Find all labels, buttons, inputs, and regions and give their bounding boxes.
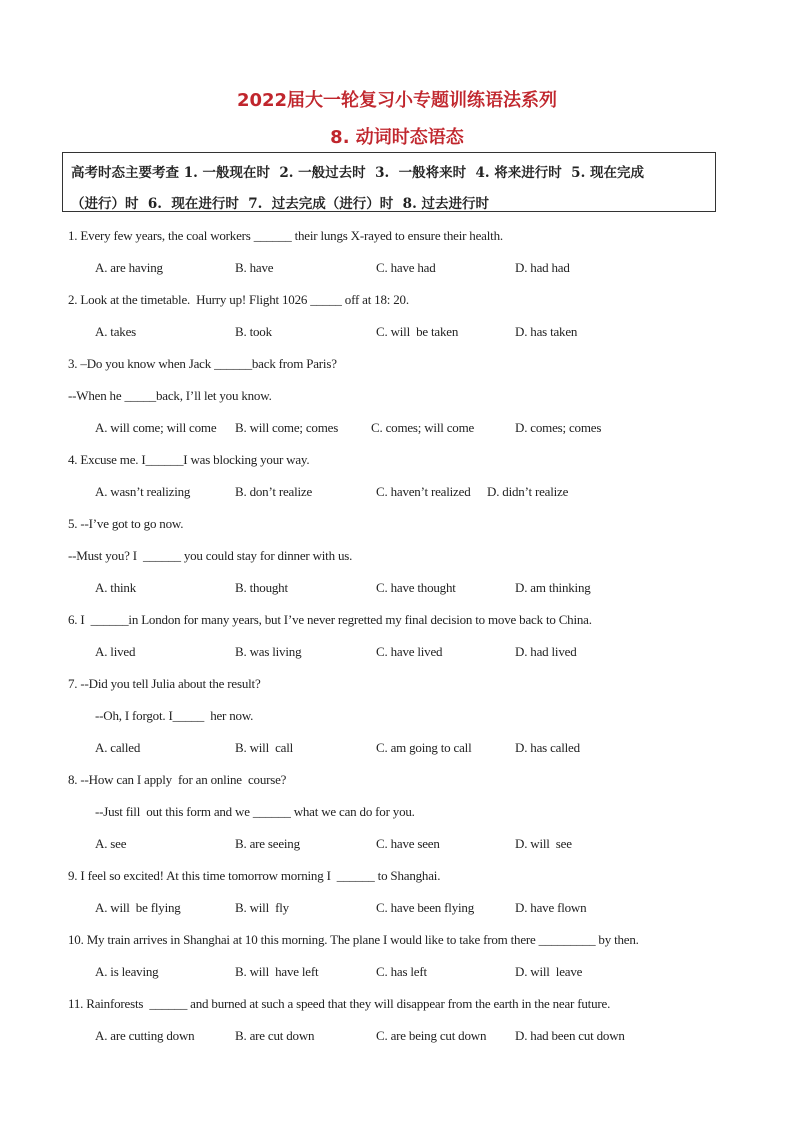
question-6-option-a: A. lived (95, 644, 136, 659)
question-6-option-c: C. have lived (376, 644, 443, 659)
question-6-stem: 6. I ______in London for many years, but I’ve never regretted my final decision to move back to China. (68, 612, 592, 627)
question-8-option-a: A. see (95, 836, 127, 851)
question-10-option-d: D. will leave (515, 964, 583, 979)
question-3-option-b: B. will come; comes (235, 420, 339, 435)
question-4-option-c: C. haven’t realized (376, 484, 471, 499)
question-5-option-a: A. think (95, 580, 137, 595)
question-8-stem-line-2: --Just fill out this form and we ______ what we can do for you. (95, 804, 415, 819)
question-3-option-a: A. will come; will come (95, 420, 217, 435)
question-9-option-d: D. have flown (515, 900, 587, 915)
question-1-stem: 1. Every few years, the coal workers ______ their lungs X-rayed to ensure their health. (68, 228, 503, 243)
question-4-stem: 4. Excuse me. I______I was blocking your way. (68, 452, 310, 467)
question-3-stem: 3. –Do you know when Jack ______back from Paris? (68, 356, 337, 371)
question-4-option-b: B. don’t realize (235, 484, 313, 499)
question-8-stem: 8. --How can I apply for an online course? (68, 772, 287, 787)
question-11-option-d: D. had been cut down (515, 1028, 625, 1043)
question-11-stem: 11. Rainforests ______ and burned at such a speed that they will disappear from the earth in the near future. (68, 996, 611, 1011)
question-10-option-b: B. will have left (235, 964, 319, 979)
question-9-option-a: A. will be flying (95, 900, 181, 915)
question-2-stem: 2. Look at the timetable. Hurry up! Flight 1026 _____ off at 18: 20. (68, 292, 409, 307)
question-11-option-a: A. are cutting down (95, 1028, 195, 1043)
question-2-option-c: C. will be taken (376, 324, 459, 339)
question-1-option-d: D. had had (515, 260, 570, 275)
question-10-stem: 10. My train arrives in Shanghai at 10 this morning. The plane I would like to take from there _________ by then. (68, 932, 639, 947)
question-7-option-b: B. will call (235, 740, 294, 755)
question-8-option-d: D. will see (515, 836, 572, 851)
question-7-stem: 7. --Did you tell Julia about the result? (68, 676, 261, 691)
question-8-option-b: B. are seeing (235, 836, 300, 851)
question-5-stem: 5. --I’ve got to go now. (68, 516, 184, 531)
question-1-option-a: A. are having (95, 260, 163, 275)
question-9-option-b: B. will fly (235, 900, 289, 915)
question-2-option-b: B. took (235, 324, 272, 339)
question-5-option-b: B. thought (235, 580, 288, 595)
question-9-option-c: C. have been flying (376, 900, 475, 915)
question-3-option-d: D. comes; comes (515, 420, 602, 435)
question-7-option-c: C. am going to call (376, 740, 472, 755)
question-3-stem-line-2: --When he _____back, I’ll let you know. (68, 388, 272, 403)
question-10-option-a: A. is leaving (95, 964, 159, 979)
question-2-option-d: D. has taken (515, 324, 578, 339)
question-5-option-c: C. have thought (376, 580, 456, 595)
question-6-option-d: D. had lived (515, 644, 577, 659)
question-1-option-c: C. have had (376, 260, 436, 275)
summary-line-1: 高考时态主要考查 1. 一般现在时 2. 一般过去时 3. 一般将来时 4. 将来进行时 5. 现在完成 (71, 165, 644, 181)
question-5-stem-line-2: --Must you? I ______ you could stay for dinner with us. (68, 548, 353, 563)
question-6-option-b: B. was living (235, 644, 302, 659)
question-2-option-a: A. takes (95, 324, 136, 339)
question-4-option-d: D. didn’t realize (487, 484, 569, 499)
question-4-option-a: A. wasn’t realizing (95, 484, 191, 499)
question-8-option-c: C. have seen (376, 836, 440, 851)
document-title: 2022届大一轮复习小专题训练语法系列 (236, 90, 558, 111)
question-11-option-b: B. are cut down (235, 1028, 315, 1043)
document-subtitle: 8. 动词时态语态 (330, 127, 464, 148)
question-7-stem-line-2: --Oh, I forgot. I_____ her now. (95, 708, 254, 723)
question-3-option-c: C. comes; will come (371, 420, 475, 435)
question-5-option-d: D. am thinking (515, 580, 591, 595)
question-11-option-c: C. are being cut down (376, 1028, 487, 1043)
summary-box (62, 152, 716, 212)
summary-line-2: （进行）时 6. 现在进行时 7. 过去完成（进行）时 8. 过去进行时 (71, 196, 489, 212)
question-1-option-b: B. have (235, 260, 274, 275)
question-9-stem: 9. I feel so excited! At this time tomorrow morning I ______ to Shanghai. (68, 868, 441, 883)
question-10-option-c: C. has left (376, 964, 427, 979)
question-7-option-d: D. has called (515, 740, 580, 755)
question-7-option-a: A. called (95, 740, 141, 755)
